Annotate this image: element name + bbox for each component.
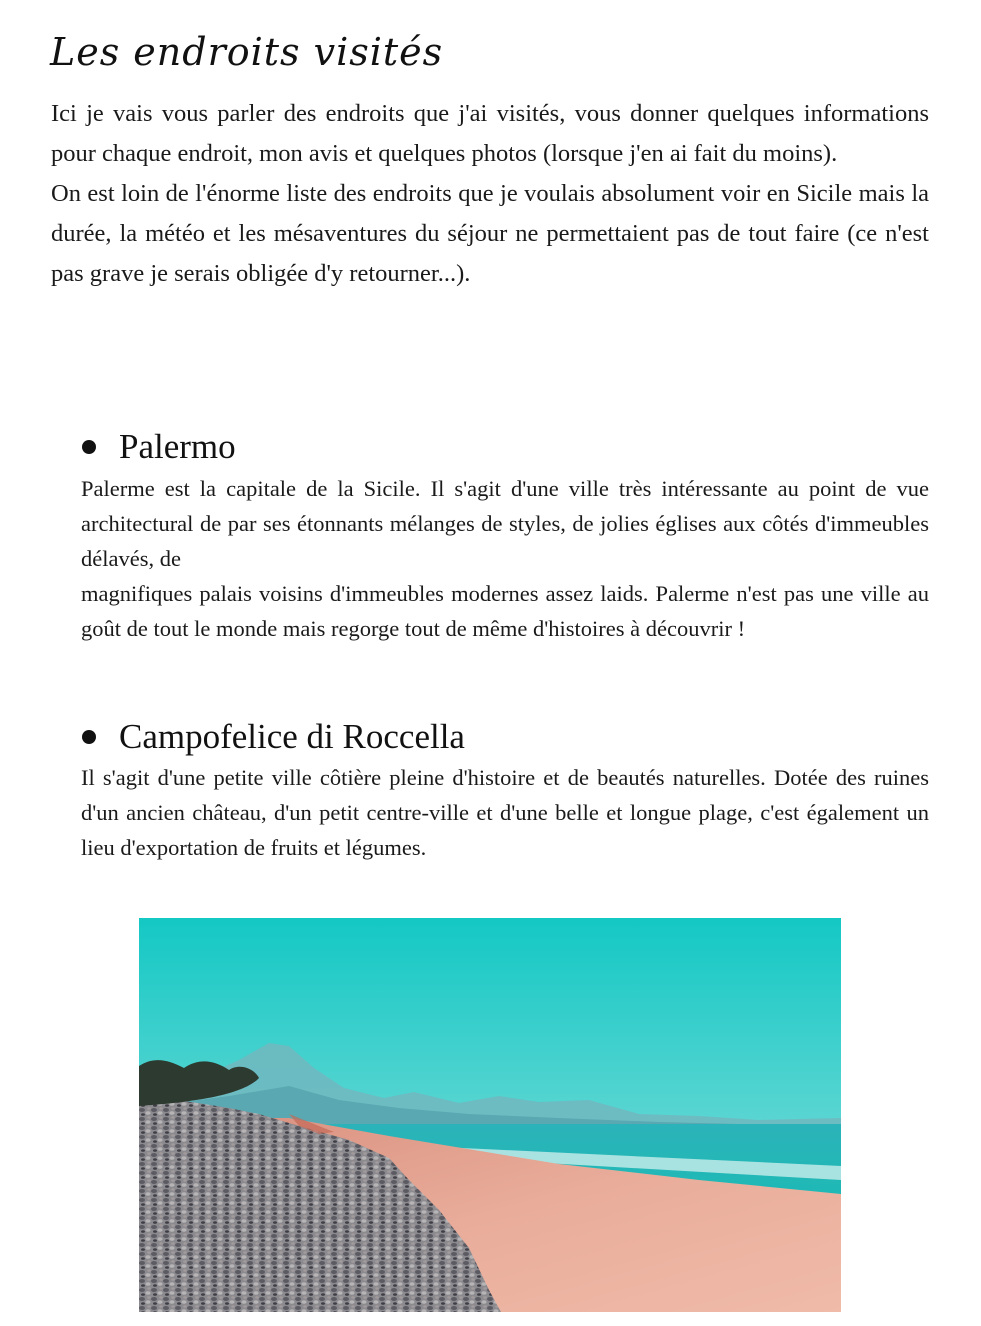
section-campofelice [81,716,929,865]
page-title: Les endroits visités [50,30,444,74]
section-paragraph: Palerme est la capitale de la Sicile. Il s'agit d'une ville très intéressante au point de vue architectural de par ses étonnants mélanges de styles, de jolies églises aux côtés d'immeubles délavés, de [81,476,929,571]
intro-paragraph-1: Ici je vais vous parler des endroits que j'ai visités, vous donner quelques informations pour chaque endroit, mon avis et quelques photos (lorsque j'en ai fait du moins). [51,100,929,167]
section-paragraph: magnifiques palais voisins d'immeubles modernes assez laids. Palerme n'est pas une ville au goût de tout le monde mais regorge tout de même d'histoires à découvrir ! [81,581,929,641]
beach-photo-illustration [139,918,841,1312]
section-palermo [81,426,929,646]
section-heading-label: Campofelice di Roccella [119,717,465,756]
section-heading [81,716,929,758]
section-heading-label: Palermo [119,427,236,466]
bullet-icon [82,730,96,744]
beach-photo [139,918,841,1312]
section-paragraph: Il s'agit d'une petite ville côtière pleine d'histoire et de beautés naturelles. Dotée des ruines d'un ancien château, d'un petit centre-ville et d'une belle et longue plage, c'est également un lieu d'exportation de fruits et légumes. [81,765,929,860]
intro-paragraph-2: On est loin de l'énorme liste des endroits que je voulais absolument voir en Sicile mais la durée, la météo et les mésaventures du séjour ne permettaient pas de tout faire (ce n'est pas grave je serais obligée d'y retourner...). [51,180,929,287]
intro-text [51,94,929,294]
section-body [81,760,929,865]
section-body [81,471,929,646]
section-heading [81,426,929,468]
bullet-icon [82,440,96,454]
